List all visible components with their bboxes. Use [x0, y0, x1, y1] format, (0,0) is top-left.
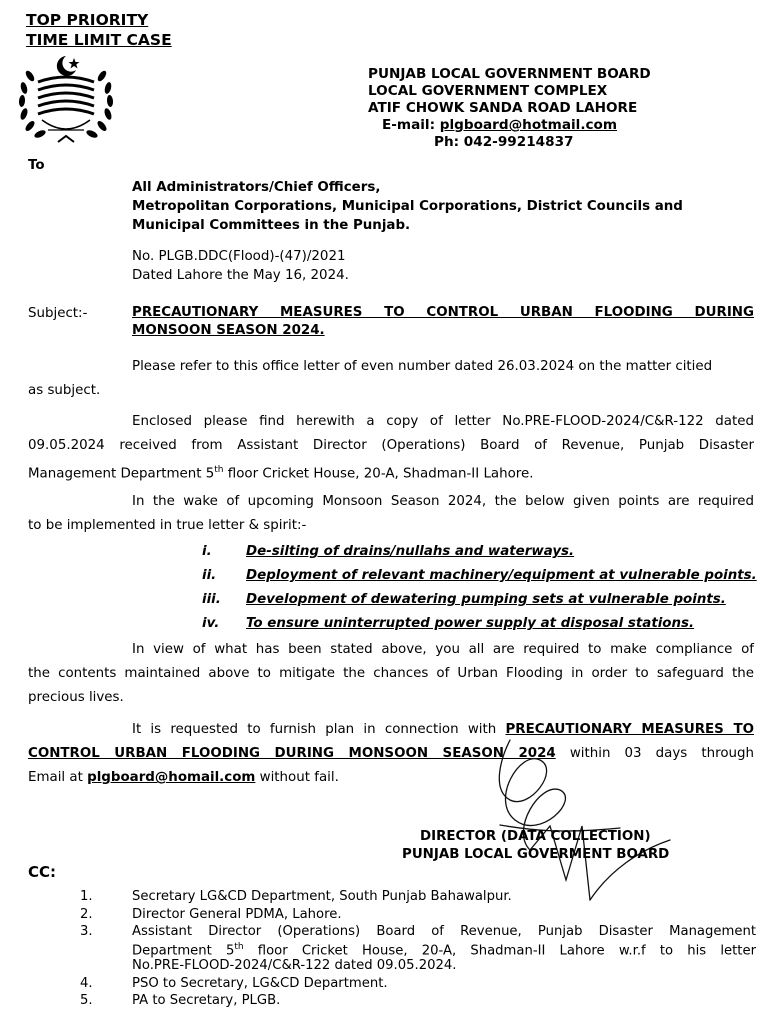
cc-text-line-2 [132, 940, 756, 959]
point-text: De-silting of drains/nullahs and waterways. [246, 544, 575, 559]
point-number: iii. [202, 592, 221, 607]
paragraph-2 [28, 410, 754, 486]
paragraph-5-emphasis-a: PRECAUTIONARY MEASURES TO [505, 722, 754, 737]
superscript-th: th [214, 465, 224, 475]
paragraph-2-line-1: Enclosed please find herewith a copy of letter No.PRE-FLOOD-2024/C&R-122 dated [132, 414, 754, 429]
cc-text-line-2-a: Department 5 [132, 942, 235, 958]
cc-text-line-2-b: floor Cricket House, 20-A, Shadman-II Lahore w.r.f to his letter [243, 942, 756, 958]
addressee-block [132, 178, 683, 235]
org-complex: LOCAL GOVERNMENT COMPLEX [368, 83, 608, 99]
paragraph-5-line-1 [28, 718, 754, 742]
letterhead [368, 66, 651, 151]
paragraph-4 [28, 638, 754, 710]
point-number: iv. [202, 616, 220, 631]
paragraph-2-line-3-a: Management Department 5 [28, 466, 215, 482]
reference-date: Dated Lahore the May 16, 2024. [132, 268, 349, 283]
point-item [196, 542, 757, 566]
cc-list [80, 889, 756, 1011]
org-email-line [368, 117, 651, 134]
addressee-line-1: All Administrators/Chief Officers, [132, 180, 381, 195]
cc-item [80, 907, 756, 923]
to-label: To [28, 158, 45, 173]
subject-line-2: MONSOON SEASON 2024. [132, 323, 325, 338]
cc-text: Director General PDMA, Lahore. [132, 906, 342, 922]
cc-text: Secretary LG&CD Department, South Punjab Bahawalpur. [132, 889, 512, 904]
reference-block [132, 247, 349, 285]
paragraph-5-line-2 [28, 742, 754, 766]
cc-number: 4. [80, 975, 93, 991]
cc-text-line-1: Assistant Director (Operations) Board of Revenue, Punjab Disaster Management [132, 924, 756, 939]
point-text: Development of dewatering pumping sets at vulnerable points. [246, 592, 726, 607]
addressee-line-2: Metropolitan Corporations, Municipal Corporations, District Councils and [132, 199, 683, 214]
paragraph-3 [28, 490, 754, 538]
paragraph-5-emphasis-b: CONTROL URBAN FLOODING DURING MONSOON SEASON 2024 [28, 746, 556, 761]
point-item [196, 614, 757, 638]
paragraph-4-line-1: In view of what has been stated above, you all are required to make compliance of [132, 642, 754, 657]
paragraph-5-line-3 [28, 766, 754, 790]
paragraph-5-text-a: It is requested to furnish plan in connection with [132, 722, 506, 737]
cc-number: 2. [80, 906, 93, 922]
org-phone: Ph: 042-99214837 [434, 134, 574, 150]
reference-number: No. PLGB.DDC(Flood)-(47)/2021 [132, 249, 346, 264]
org-email-link[interactable]: plgboard@hotmail.com [439, 117, 618, 133]
paragraph-4-line-2: the contents maintained above to mitigate the chances of Urban Flooding in order to safeguard the [28, 666, 754, 681]
paragraph-3-line-2: to be implemented in true letter & spirit:- [28, 518, 307, 533]
punjab-government-emblem-icon [12, 48, 120, 148]
email-link[interactable]: plgboard@homail.com [87, 770, 256, 785]
cc-item [80, 924, 756, 974]
points-list [196, 542, 757, 638]
paragraph-1-line-1: Please refer to this office letter of even number dated 26.03.2024 on the matter citied [132, 359, 713, 374]
paragraph-3-line-1: In the wake of upcoming Monsoon Season 2024, the below given points are required [132, 494, 754, 509]
paragraph-2-line-3 [28, 458, 754, 486]
cc-item [80, 993, 756, 1009]
signatory-org: PUNJAB LOCAL GOVERMENT BOARD [402, 847, 670, 862]
priority-marking [26, 10, 172, 50]
cc-text [132, 924, 756, 974]
signatory-title: DIRECTOR (DATA COLLECTION) [420, 829, 651, 844]
org-name: PUNJAB LOCAL GOVERNMENT BOARD [368, 66, 651, 82]
cc-text: PA to Secretary, PLGB. [132, 993, 281, 1009]
priority-line-1: TOP PRIORITY [26, 11, 149, 29]
cc-number: 5. [80, 993, 93, 1009]
point-item [196, 566, 757, 590]
paragraph-5-text-d: without fail. [255, 770, 339, 785]
email-label: E-mail: [382, 117, 440, 133]
point-text: To ensure uninterrupted power supply at disposal stations. [246, 616, 695, 631]
cc-number: 3. [80, 924, 93, 939]
point-number: i. [202, 544, 212, 559]
point-item [196, 590, 757, 614]
paragraph-5-text-c: Email at [28, 770, 88, 785]
cc-text-line-3: No.PRE-FLOOD-2024/C&R-122 dated 09.05.2024. [132, 958, 457, 974]
superscript-th: th [234, 941, 244, 952]
org-address: ATIF CHOWK SANDA ROAD LAHORE [368, 100, 638, 116]
cc-item [80, 889, 756, 905]
priority-line-2: TIME LIMIT CASE [26, 31, 172, 49]
paragraph-4-line-3: precious lives. [28, 690, 124, 705]
cc-text: PSO to Secretary, LG&CD Department. [132, 975, 388, 991]
point-text: Deployment of relevant machinery/equipment at vulnerable points. [246, 568, 757, 583]
cc-number: 1. [80, 889, 93, 904]
paragraph-1-line-2: as subject. [28, 383, 101, 398]
cc-item [80, 976, 756, 992]
point-number: ii. [202, 568, 217, 583]
addressee-line-3: Municipal Committees in the Punjab. [132, 218, 411, 233]
paragraph-2-line-2: 09.05.2024 received from Assistant Director (Operations) Board of Revenue, Punjab Disaster [28, 438, 754, 453]
subject-label: Subject:- [28, 306, 88, 321]
signatory-block [402, 828, 669, 864]
paragraph-2-line-3-b: floor Cricket House, 20-A, Shadman-II Lahore. [223, 466, 534, 482]
subject-line-1: PRECAUTIONARY MEASURES TO CONTROL URBAN FLOODING DURING [132, 305, 754, 320]
paragraph-1 [28, 355, 754, 403]
paragraph-5 [28, 718, 754, 790]
paragraph-5-text-b: within 03 days through [555, 746, 754, 761]
cc-label: CC: [28, 863, 57, 881]
